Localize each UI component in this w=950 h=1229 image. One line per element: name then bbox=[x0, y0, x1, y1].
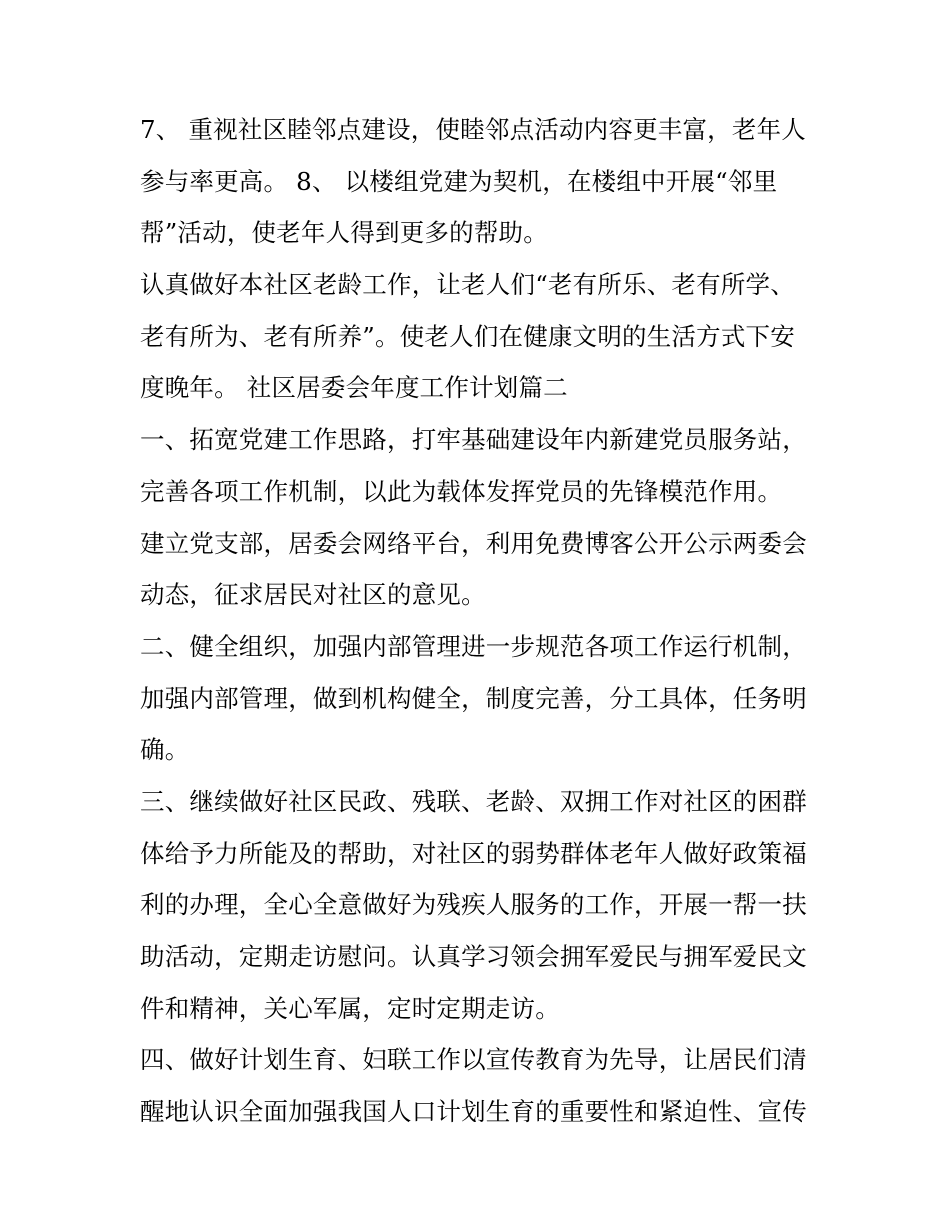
document-body bbox=[140, 104, 830, 1138]
text-line: 体给予力所能及的帮助，对社区的弱势群体老年人做好政策福 bbox=[140, 838, 807, 868]
text-line: 确。 bbox=[140, 735, 190, 765]
text-line: 动态，征求居民对社区的意见。 bbox=[140, 580, 486, 610]
text-line: 7、 重视社区睦邻点建设，使睦邻点活动内容更丰富，老年人 bbox=[140, 115, 806, 144]
paragraph-5 bbox=[140, 621, 830, 776]
text-line: 参与率更高。 8、 以楼组党建为契机，在楼组中开展“邻里 bbox=[140, 166, 778, 196]
paragraph-2 bbox=[140, 259, 830, 414]
text-line: 件和精神，关心军属，定时定期走访。 bbox=[140, 993, 560, 1023]
text-line: 一、拓宽党建工作思路，打牢基础建设年内新建党员服务站， bbox=[140, 425, 807, 455]
text-line: 帮”活动，使老年人得到更多的帮助。 bbox=[140, 218, 548, 248]
text-line: 三、继续做好社区民政、残联、老龄、双拥工作对社区的困群 bbox=[140, 786, 807, 816]
text-line: 二、健全组织，加强内部管理进一步规范各项工作运行机制， bbox=[140, 631, 807, 661]
text-line: 老有所为、老有所养”。使老人们在健康文明的生活方式下安 bbox=[140, 321, 795, 351]
paragraph-4 bbox=[140, 518, 830, 621]
text-line: 醒地认识全面加强我国人口计划生育的重要性和紧迫性、宣传 bbox=[140, 1097, 807, 1127]
text-line: 加强内部管理，做到机构健全，制度完善，分工具体，任务明 bbox=[140, 683, 807, 713]
paragraph-6 bbox=[140, 776, 830, 1034]
text-line: 助活动，定期走访慰问。认真学习领会拥军爱民与拥军爱民文 bbox=[140, 942, 807, 971]
paragraph-1 bbox=[140, 104, 830, 259]
text-line: 建立党支部，居委会网络平台，利用免费博客公开公示两委会 bbox=[140, 528, 807, 558]
text-line: 完善各项工作机制，以此为载体发挥党员的先锋模范作用。 bbox=[140, 476, 783, 506]
paragraph-7 bbox=[140, 1034, 830, 1137]
text-line: 四、做好计划生育、妇联工作以宣传教育为先导，让居民们清 bbox=[140, 1045, 807, 1075]
text-line: 利的办理，全心全意做好为残疾人服务的工作，开展一帮一扶 bbox=[140, 890, 807, 920]
paragraph-3 bbox=[140, 414, 830, 517]
text-line: 认真做好本社区老龄工作，让老人们“老有所乐、老有所学、 bbox=[140, 270, 795, 300]
text-line: 度晚年。 社区居委会年度工作计划篇二 bbox=[140, 373, 568, 403]
